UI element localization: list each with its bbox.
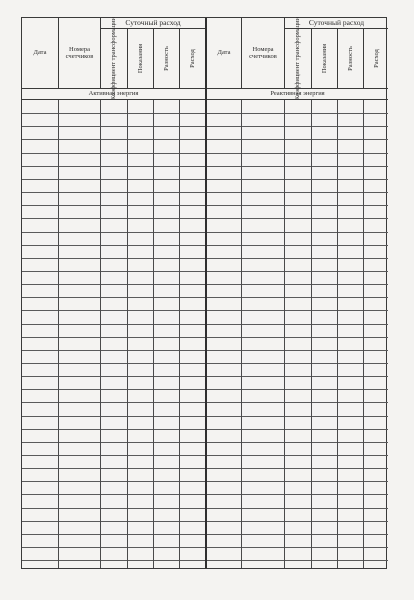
row-line xyxy=(22,429,205,430)
row-line xyxy=(22,494,205,495)
row-line xyxy=(22,402,205,403)
row-line xyxy=(22,534,205,535)
row-line xyxy=(22,389,205,390)
row-line xyxy=(207,481,388,482)
column-line xyxy=(363,100,364,568)
row-line xyxy=(207,153,388,154)
row-line xyxy=(207,324,388,325)
row-line xyxy=(22,245,205,246)
row-line xyxy=(22,337,205,338)
consumption-header xyxy=(180,29,205,88)
row-line xyxy=(207,508,388,509)
row-line xyxy=(22,324,205,325)
row-line xyxy=(207,363,388,364)
row-line xyxy=(22,508,205,509)
row-line xyxy=(22,205,205,206)
row-line xyxy=(207,534,388,535)
readings-header xyxy=(312,29,337,88)
row-line xyxy=(207,284,388,285)
row-line xyxy=(22,284,205,285)
row-line xyxy=(207,245,388,246)
row-line xyxy=(22,310,205,311)
column-line xyxy=(153,100,154,568)
energy-type-label: Реактивная энергия xyxy=(207,88,388,100)
reactive-energy-section xyxy=(205,18,388,568)
difference-label: Разность xyxy=(163,46,170,71)
row-line xyxy=(22,468,205,469)
row-line xyxy=(207,232,388,233)
row-line xyxy=(22,521,205,522)
column-line xyxy=(179,100,180,568)
row-line xyxy=(22,153,205,154)
difference-header xyxy=(154,29,179,88)
row-line xyxy=(22,192,205,193)
row-line xyxy=(22,232,205,233)
meter-numbers-header: Номера счетчиков xyxy=(65,45,94,60)
row-line xyxy=(207,310,388,311)
row-line xyxy=(22,416,205,417)
difference-header xyxy=(338,29,363,88)
energy-log-table xyxy=(21,17,387,569)
column-line xyxy=(337,100,338,568)
row-line xyxy=(207,560,388,561)
daily-consumption-header: Суточный расход xyxy=(101,18,205,29)
column-line xyxy=(284,100,285,568)
data-grid xyxy=(207,100,388,568)
row-line xyxy=(207,126,388,127)
row-line xyxy=(207,376,388,377)
readings-label: Показания xyxy=(137,43,145,74)
row-line xyxy=(207,218,388,219)
row-line xyxy=(207,179,388,180)
row-line xyxy=(207,337,388,338)
row-line xyxy=(22,363,205,364)
row-line xyxy=(22,218,205,219)
row-line xyxy=(207,192,388,193)
readings-header xyxy=(128,29,153,88)
row-line xyxy=(207,494,388,495)
row-line xyxy=(207,297,388,298)
date-header: Дата xyxy=(33,49,47,57)
row-line xyxy=(22,179,205,180)
active-energy-section xyxy=(22,18,205,568)
row-line xyxy=(22,547,205,548)
consumption-header xyxy=(364,29,388,88)
row-line xyxy=(22,139,205,140)
row-line xyxy=(207,455,388,456)
row-line xyxy=(22,126,205,127)
consumption-label: Расход xyxy=(372,49,380,68)
row-line xyxy=(207,442,388,443)
transform-coef-header xyxy=(285,16,311,101)
energy-type-label: Активная энергия xyxy=(22,88,205,100)
column-line xyxy=(58,100,59,568)
column-line xyxy=(100,100,101,568)
row-line xyxy=(207,416,388,417)
row-line xyxy=(207,402,388,403)
readings-label: Показания xyxy=(321,43,329,74)
row-line xyxy=(22,113,205,114)
row-line xyxy=(22,455,205,456)
row-line xyxy=(207,205,388,206)
row-line xyxy=(22,258,205,259)
row-line xyxy=(207,350,388,351)
row-line xyxy=(207,547,388,548)
row-line xyxy=(22,376,205,377)
row-line xyxy=(207,429,388,430)
date-header: Дата xyxy=(217,49,231,57)
column-line xyxy=(241,100,242,568)
row-line xyxy=(207,113,388,114)
daily-consumption-header: Суточный расход xyxy=(285,18,388,29)
column-line xyxy=(311,100,312,568)
row-line xyxy=(22,166,205,167)
transform-coef-label: Коэффициент трансформации xyxy=(110,16,118,101)
row-line xyxy=(22,560,205,561)
row-line xyxy=(207,258,388,259)
row-line xyxy=(207,468,388,469)
row-line xyxy=(22,297,205,298)
row-line xyxy=(207,166,388,167)
row-line xyxy=(22,350,205,351)
row-line xyxy=(22,481,205,482)
row-line xyxy=(22,442,205,443)
row-line xyxy=(207,139,388,140)
row-line xyxy=(207,389,388,390)
meter-numbers-header: Номера счетчиков xyxy=(249,45,277,60)
consumption-label: Расход xyxy=(188,49,196,68)
row-line xyxy=(22,271,205,272)
data-grid xyxy=(22,100,205,568)
row-line xyxy=(207,521,388,522)
difference-label: Разность xyxy=(347,46,354,71)
column-line xyxy=(127,100,128,568)
row-line xyxy=(207,271,388,272)
transform-coef-label: Коэффициент трансформации xyxy=(294,16,302,101)
